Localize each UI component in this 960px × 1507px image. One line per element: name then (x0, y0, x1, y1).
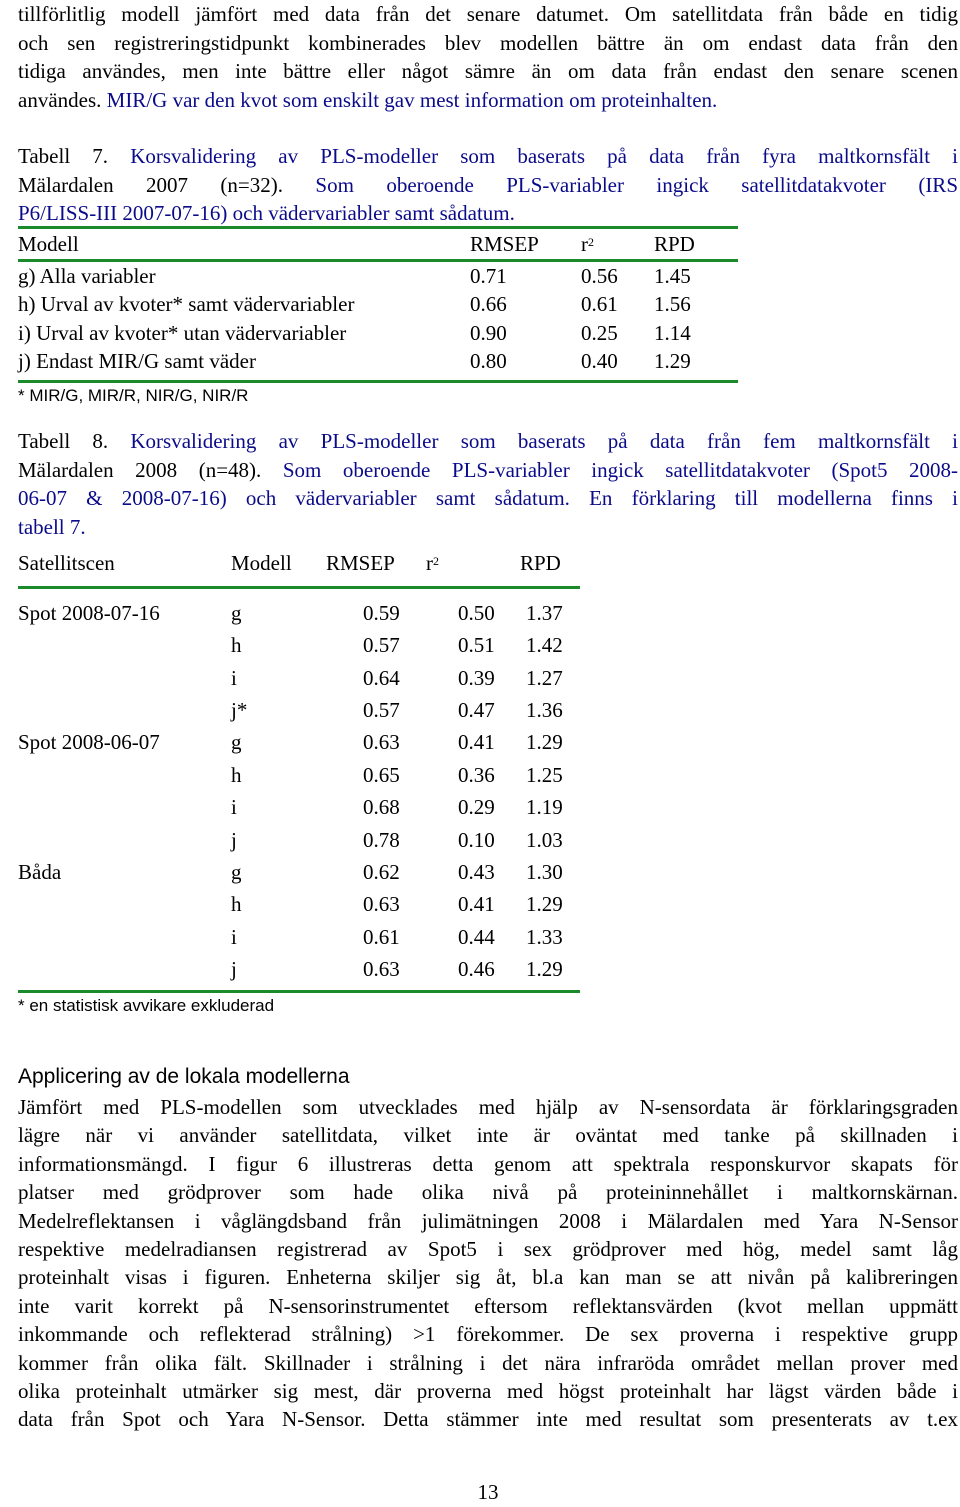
cell-r2: 0.29 (458, 795, 495, 820)
cell-r2: 0.10 (458, 827, 495, 852)
section-line: platser med grödprover som hade olika nivå på proteininnehållet i maltkornskärnan. (18, 1180, 958, 1205)
cell-rmsep: 0.59 (363, 600, 400, 625)
table-rule-bottom (18, 380, 738, 383)
cell-r2: 0.36 (458, 762, 495, 787)
cell-rmsep: 0.63 (363, 892, 400, 917)
table7 (18, 226, 738, 407)
cell-model: j (231, 827, 237, 852)
table-row (18, 290, 738, 318)
cell-r2: 0.51 (458, 633, 495, 658)
header-rmsep: RMSEP (470, 232, 539, 257)
cell-r2: 0.46 (458, 957, 495, 982)
cell-model: j (231, 957, 237, 982)
cell-rpd: 1.29 (526, 892, 563, 917)
cell-r2: 0.43 (458, 859, 495, 884)
cell-model: j* (231, 697, 248, 722)
cell-rpd: 1.29 (654, 348, 691, 373)
table-row (18, 725, 580, 757)
cell-scene: Båda (18, 859, 62, 884)
cell-rpd: 1.14 (654, 320, 691, 345)
table-rule-mid (18, 586, 580, 589)
cell-rpd: 1.56 (654, 292, 691, 317)
header-model: Modell (231, 551, 292, 576)
cell-rpd: 1.03 (526, 827, 563, 852)
caption-line: tabell 7. (18, 514, 86, 539)
cell-rmsep: 0.66 (470, 292, 507, 317)
cell-r2: 0.41 (458, 730, 495, 755)
cell-rmsep: 0.90 (470, 320, 507, 345)
section-line: inkommande och reflekterad strålning) >1 förekommer. De sex proverna i respektive grupp (18, 1322, 958, 1347)
cell-model: g) Alla variabler (18, 263, 156, 288)
table-rule-bottom (18, 990, 580, 993)
section-line: informationsmängd. I figur 6 illustreras detta genom att spektrala responskurvor skapats för (18, 1151, 958, 1176)
cell-r2: 0.44 (458, 924, 495, 949)
intro-line (18, 86, 958, 115)
caption-text: Mälardalen 2008 (n=48). (18, 457, 283, 482)
cell-rmsep: 0.57 (363, 697, 400, 722)
table7-footnote: * MIR/G, MIR/R, NIR/G, NIR/R (18, 385, 249, 405)
table8 (18, 540, 580, 1017)
cell-rpd: 1.45 (654, 263, 691, 288)
cell-model: h (231, 633, 242, 658)
section-heading: Applicering av de lokala modellerna (18, 1065, 350, 1088)
header-rpd: RPD (520, 551, 561, 576)
cell-model: i (231, 924, 237, 949)
table-row (18, 319, 738, 347)
caption-line (18, 456, 958, 485)
cell-r2: 0.41 (458, 892, 495, 917)
section-line: kommer från olika fält. Skillnader i strålning i det nära infraröda området mellan prover med (18, 1350, 958, 1375)
caption-text: Korsvalidering av PLS-modeller som baserats på data från fem maltkornsfält i (130, 429, 959, 453)
intro-highlight: MIR/G var den kvot som enskilt gav mest information om proteinhalten. (106, 87, 718, 112)
cell-rpd: 1.29 (526, 957, 563, 982)
cell-r2: 0.50 (458, 600, 495, 625)
cell-rmsep: 0.65 (363, 762, 400, 787)
cell-r2: 0.61 (581, 292, 618, 317)
table-row (18, 854, 580, 886)
table-row (18, 660, 580, 692)
table-row (18, 692, 580, 724)
cell-r2: 0.25 (581, 320, 618, 345)
cell-rmsep: 0.63 (363, 957, 400, 982)
table-row (18, 951, 580, 983)
caption-label: Tabell 8. (18, 429, 131, 453)
header-r2: $r^2$ (581, 232, 594, 257)
intro-line: tillförlitlig modell jämfört med data från det senare datumet. Om satellitdata från både en tidig (18, 2, 958, 26)
intro-text: användes. (18, 87, 107, 112)
section-line: Medelreflektansen i våglängdsband från julimätningen 2008 i Mälardalen med Yara N-Sensor (18, 1208, 958, 1233)
table-row (18, 887, 580, 919)
section-line: data från Spot och Yara N-Sensor. Detta stämmer inte med resultat som presenterats av t.ex (18, 1407, 958, 1432)
intro-line: och sen registreringstidpunkt kombinerades blev modellen bättre än om endast data från den (18, 30, 958, 55)
cell-rmsep: 0.71 (470, 263, 507, 288)
cell-model: i (231, 795, 237, 820)
cell-rpd: 1.19 (526, 795, 563, 820)
page-number: 13 (477, 1480, 499, 1504)
cell-rmsep: 0.63 (363, 730, 400, 755)
cell-scene: Spot 2008-06-07 (18, 730, 160, 755)
cell-scene: Spot 2008-07-16 (18, 600, 160, 625)
table-row (18, 822, 580, 854)
table-row (18, 347, 738, 375)
intro-paragraph (18, 0, 958, 114)
table-row (18, 595, 580, 627)
cell-r2: 0.40 (581, 348, 618, 373)
caption-line: P6/LISS-III 2007-07-16) och vädervariabler samt sådatum. (18, 201, 515, 226)
header-scene: Satellitscen (18, 551, 115, 576)
cell-rmsep: 0.78 (363, 827, 400, 852)
cell-rpd: 1.27 (526, 665, 563, 690)
cell-rpd: 1.30 (526, 859, 563, 884)
table-row (18, 789, 580, 821)
cell-rpd: 1.25 (526, 762, 563, 787)
table-row (18, 627, 580, 659)
table8-footnote: * en statistisk avvikare exkluderad (18, 995, 275, 1015)
caption-text: Som oberoende PLS-variabler ingick satellitdatakvoter (Spot5 2008- (282, 457, 958, 482)
cell-rpd: 1.37 (526, 600, 563, 625)
table-row (18, 262, 738, 290)
cell-rpd: 1.42 (526, 633, 563, 658)
cell-model: g (231, 600, 242, 625)
cell-model: i) Urval av kvoter* utan vädervariabler (18, 320, 347, 345)
header-r2: $r^2$ (426, 551, 439, 576)
caption-label: Tabell 7. (18, 144, 131, 168)
table7-caption (18, 142, 958, 228)
intro-line: tidiga användes, men inte bättre eller något sämre än om data från endast den senare scenen (18, 59, 958, 84)
cell-rmsep: 0.80 (470, 348, 507, 373)
cell-rpd: 1.29 (526, 730, 563, 755)
header-model: Modell (18, 232, 79, 257)
cell-model: g (231, 859, 242, 884)
cell-model: h (231, 892, 242, 917)
table-row (18, 919, 580, 951)
table8-caption (18, 427, 958, 541)
section-line: inte varit korrekt på N-sensorinstrumentet eftersom reflektansvärden (kvot mellan uppmätt (18, 1293, 958, 1318)
cell-model: j) Endast MIR/G samt väder (18, 348, 256, 373)
cell-rpd: 1.36 (526, 697, 563, 722)
section-line: proteinhalt visas i figuren. Enheterna skiljer sig åt, bl.a kan man se att nivån på kalibreringen (18, 1265, 958, 1290)
cell-rmsep: 0.62 (363, 859, 400, 884)
caption-text: Korsvalidering av PLS-modeller som baserats på data från fyra maltkornsfält i (130, 144, 959, 168)
cell-rmsep: 0.61 (363, 924, 400, 949)
caption-text: Som oberoende PLS-variabler ingick satellitdatakvoter (IRS (315, 172, 958, 197)
cell-model: h (231, 762, 242, 787)
caption-line: 06-07 & 2008-07-16) och vädervariabler samt sådatum. En förklaring till modellerna finns i (18, 486, 958, 511)
cell-r2: 0.39 (458, 665, 495, 690)
table8-body (18, 595, 580, 984)
cell-rmsep: 0.57 (363, 633, 400, 658)
header-rpd: RPD (654, 232, 695, 257)
cell-rmsep: 0.68 (363, 795, 400, 820)
header-rmsep: RMSEP (326, 551, 395, 576)
cell-r2: 0.47 (458, 697, 495, 722)
caption-text: Mälardalen 2007 (n=32). (18, 172, 316, 197)
caption-line (18, 171, 958, 200)
section-line: Jämfört med PLS-modellen som utvecklades med hjälp av N-sensordata är förklaringsgraden (18, 1095, 958, 1119)
caption-line (18, 142, 958, 171)
section-line: lägre när vi använder satellitdata, vilket inte är oväntat med tanke på skillnaden i (18, 1123, 958, 1148)
cell-rpd: 1.33 (526, 924, 563, 949)
table-header-row (18, 540, 580, 578)
section-line: respektive medelradiansen registrerad av Spot5 i sex grödprover med hög, medel samt låg (18, 1237, 958, 1262)
table-row (18, 757, 580, 789)
section-line: olika proteinhalt utmärker sig mest, där proverna med högst proteinhalt har lägst värden både i (18, 1379, 958, 1404)
table-header-row (18, 229, 738, 259)
cell-model: h) Urval av kvoter* samt vädervariabler (18, 292, 355, 317)
cell-rmsep: 0.64 (363, 665, 400, 690)
cell-r2: 0.56 (581, 263, 618, 288)
cell-model: g (231, 730, 242, 755)
section-body (18, 1093, 958, 1434)
cell-model: i (231, 665, 237, 690)
caption-line (18, 427, 958, 456)
